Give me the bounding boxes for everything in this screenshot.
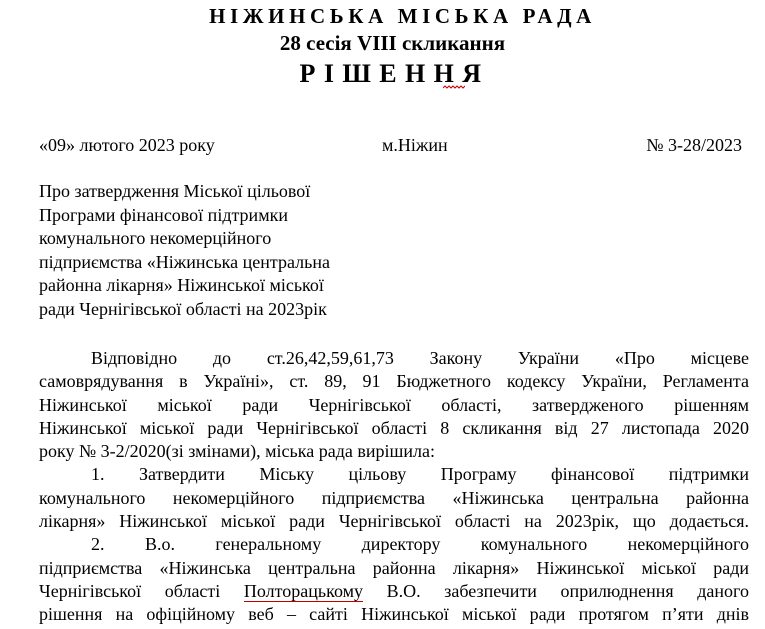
preamble-line: Ніжинської міської ради Чернігівської області, затвердженого рішенням <box>39 394 749 415</box>
preamble-line: Ніжинської міської ради Чернігівської області 8 скликання від 27 листопада 2020 <box>39 417 749 438</box>
spellcheck-underline <box>443 85 465 89</box>
item-2-text: В.О. забезпечити оприлюднення даного <box>363 580 749 601</box>
subject-line: ради Чернігівської області на 2023рік <box>39 298 327 319</box>
decision-city: м.Ніжин <box>382 135 448 155</box>
item-1-line: лікарня» Ніжинської міської ради Чернігівської області на 2023рік, що додається. <box>39 511 749 532</box>
item-2-text: Чернігівської області <box>39 580 244 601</box>
preamble-line: Відповідно до ст.26,42,59,61,73 Закону України «Про місцеве <box>91 348 749 368</box>
item-2-line: рішення на офіційному веб – сайті Ніжинської міської ради протягом п’яти днів <box>39 604 749 625</box>
subject-line: Про затвердження Міської цільової <box>39 181 311 201</box>
preamble-line: самоврядування в Україні», ст. 89, 91 Бюджетного кодексу України, Регламента <box>39 371 749 392</box>
item-2-line: 2. В.о. генеральному директору комунального некомерційного <box>91 534 749 555</box>
item-2-line: підприємства «Ніжинська центральна районна лікарня» Ніжинської міської ради <box>39 557 749 578</box>
item-2-line <box>39 580 749 603</box>
council-title: НІЖИНСЬКА МІСЬКА РАДА <box>209 4 596 28</box>
item-1-line: комунального некомерційного підприємства «Ніжинська центральна районна <box>39 487 749 508</box>
preamble-line: року № 3-2/2020(зі змінами), міська рада вирішила: <box>39 441 435 462</box>
subject-line: Програми фінансової підтримки <box>39 204 288 225</box>
session-title: 28 сесія VIII скликання <box>279 31 506 55</box>
decision-date: «09» лютого 2023 року <box>39 135 215 155</box>
subject-line: районна лікарня» Ніжинської міської <box>39 275 324 295</box>
decision-body <box>39 347 749 627</box>
subject-line: підприємства «Ніжинська центральна <box>39 251 330 272</box>
decision-heading: РІШЕННЯ <box>299 59 490 88</box>
decision-number: № 3-28/2023 <box>646 135 742 155</box>
item-1-line: 1. Затвердити Міську цільову Програму фінансової підтримки <box>91 464 749 485</box>
director-surname: Полторацькому <box>243 580 363 601</box>
subject-line: комунального некомерційного <box>39 228 272 248</box>
decision-subject <box>39 180 384 321</box>
